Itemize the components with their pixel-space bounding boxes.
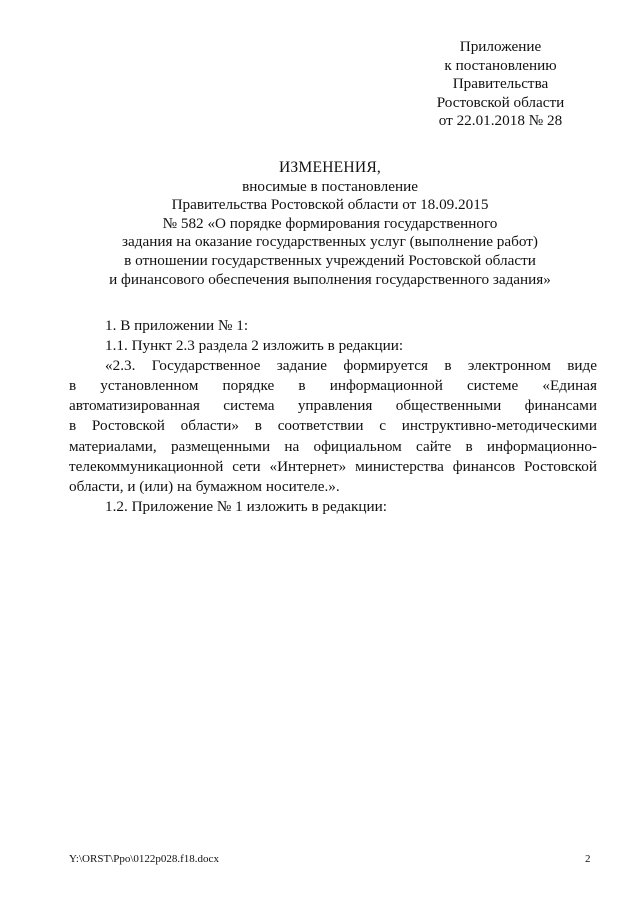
title-heading: ИЗМЕНЕНИЯ, <box>278 159 382 176</box>
quote-line: области, и (или) на бумажном носителе.». <box>69 477 340 495</box>
paragraph-item-1: 1. В приложении № 1: <box>105 317 249 334</box>
document-title <box>60 159 600 289</box>
title-line: Правительства Ростовской области от 18.09.2015 <box>171 196 489 214</box>
quoted-paragraph <box>69 356 597 497</box>
quote-line: в установленном порядке в информационной системе «Единая <box>69 377 597 395</box>
annex-line: от 22.01.2018 № 28 <box>438 112 563 130</box>
annex-line: Правительства <box>452 75 549 93</box>
title-line: и финансового обеспечения выполнения государственного задания» <box>109 270 551 288</box>
paragraph-item-1-2: 1.2. Приложение № 1 изложить в редакции: <box>105 497 388 515</box>
quote-line: «2.3. Государственное задание формируется в электронном виде <box>105 357 597 375</box>
footer-file-path: Y:\ORST\Ppo\0122p028.f18.docx <box>69 853 219 865</box>
page-number: 2 <box>585 853 591 865</box>
annex-line: к постановлению <box>444 56 557 74</box>
quote-line: в Ростовской области» в соответствии с инструктивно-методическими <box>69 417 597 435</box>
quote-line: материалами, размещенными на официальном сайте в информационно- <box>69 437 597 455</box>
title-line: № 582 «О порядке формирования государственного <box>162 214 498 232</box>
annex-line: Приложение <box>459 38 542 55</box>
annex-header <box>418 38 583 131</box>
title-line: вносимые в постановление <box>242 177 418 195</box>
quote-line: телекоммуникационной сети «Интернет» министерства финансов Ростовской <box>69 457 597 475</box>
title-line: в отношении государственных учреждений Ростовской области <box>124 251 536 269</box>
title-line: задания на оказание государственных услуг (выполнение работ) <box>122 233 538 251</box>
annex-line: Ростовской области <box>436 93 565 111</box>
quote-line: автоматизированная система управления общественными финансами <box>69 397 597 415</box>
paragraph-item-1-1: 1.1. Пункт 2.3 раздела 2 изложить в редакции: <box>105 337 404 355</box>
document-body <box>69 316 597 517</box>
